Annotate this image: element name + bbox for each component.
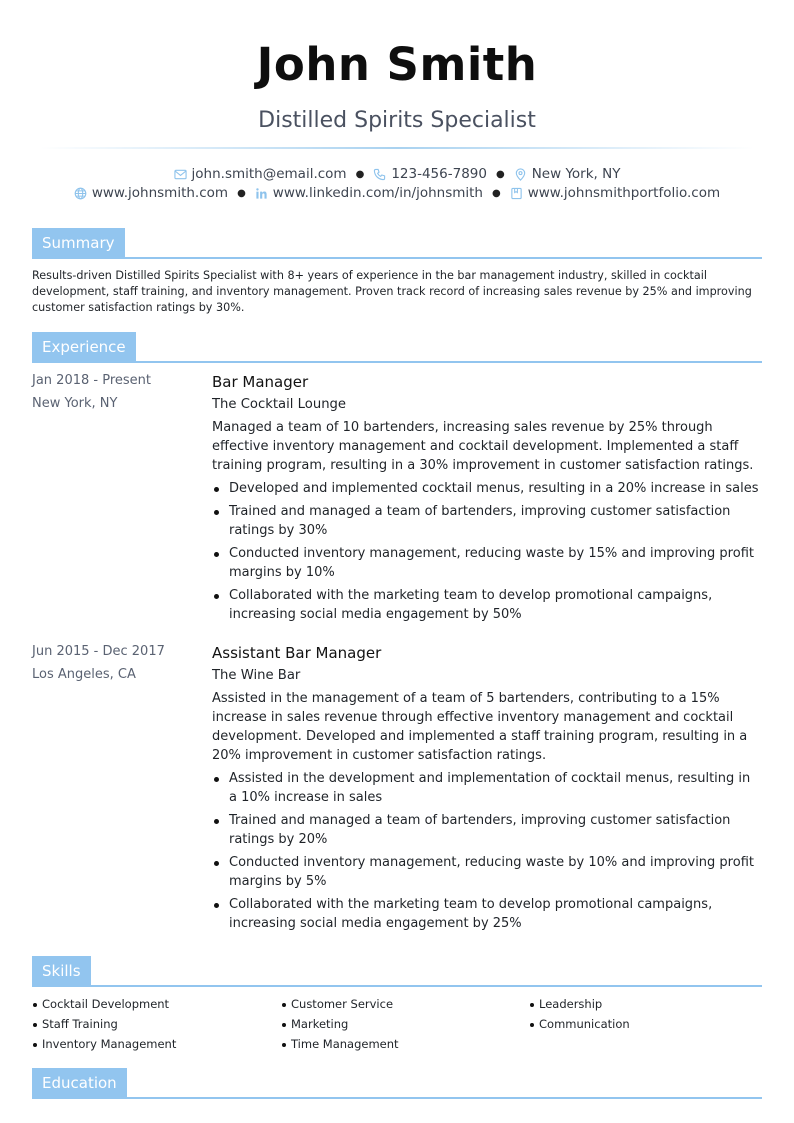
linkedin-text: www.linkedin.com/in/johnsmith bbox=[272, 185, 483, 201]
contact-row-1 bbox=[0, 166, 794, 182]
website-text: www.johnsmith.com bbox=[91, 185, 229, 201]
contact-website[interactable] bbox=[74, 185, 228, 201]
contact-portfolio[interactable] bbox=[510, 185, 720, 201]
separator-dot: ● bbox=[237, 187, 246, 199]
phone-text: 123-456-7890 bbox=[391, 166, 487, 182]
experience-company: The Wine Bar bbox=[212, 668, 301, 683]
section-rule bbox=[32, 361, 762, 363]
experience-dates: Jan 2018 - Present bbox=[32, 373, 151, 388]
globe-icon bbox=[74, 187, 87, 200]
experience-meta bbox=[32, 643, 202, 689]
location-pin-icon bbox=[514, 168, 527, 181]
summary-text: Results-driven Distilled Spirits Specialist with 8+ years of experience in the bar management industry, skilled in cocktail development, staff training, and inventory management. Proven track record of increasing sales revenue by 25% and improving customer satisfaction ratings by 30%. bbox=[32, 269, 752, 314]
list-item: Assisted in the development and implementation of cocktail menus, resulting in a 10% increase in sales bbox=[212, 769, 762, 807]
experience-description: Managed a team of 10 bartenders, increasing sales revenue by 25% through effective inventory management and cocktail development. Implemented a staff training program, resulting in a 30% improvement in customer satisfaction ratings. bbox=[212, 420, 754, 473]
skill-item: Time Management bbox=[281, 1035, 529, 1053]
experience-bullets bbox=[212, 479, 762, 624]
email-text: john.smith@email.com bbox=[191, 166, 347, 182]
experience-role: Assistant Bar Manager bbox=[212, 644, 382, 662]
skill-item: Leadership bbox=[529, 995, 762, 1013]
skill-item: Inventory Management bbox=[32, 1035, 281, 1053]
skill-item: Cocktail Development bbox=[32, 995, 281, 1013]
portfolio-icon bbox=[510, 187, 523, 200]
list-item: Trained and managed a team of bartenders, improving customer satisfaction ratings by 20% bbox=[212, 811, 762, 849]
skill-item: Marketing bbox=[281, 1015, 529, 1033]
skill-item: Staff Training bbox=[32, 1015, 281, 1033]
candidate-name: John Smith bbox=[256, 38, 538, 91]
title-divider bbox=[40, 147, 754, 149]
contact-linkedin[interactable] bbox=[255, 185, 483, 201]
list-item: Conducted inventory management, reducing waste by 10% and improving profit margins by 5% bbox=[212, 853, 762, 891]
section-rule bbox=[32, 257, 762, 259]
experience-details bbox=[212, 643, 762, 937]
section-title-experience: Experience bbox=[32, 332, 136, 362]
portfolio-text: www.johnsmithportfolio.com bbox=[527, 185, 721, 201]
section-header-skills bbox=[32, 956, 762, 987]
contact-location bbox=[514, 166, 621, 182]
section-title-education: Education bbox=[32, 1068, 127, 1098]
section-header-experience bbox=[32, 332, 762, 363]
list-item: Collaborated with the marketing team to develop promotional campaigns, increasing social media engagement by 50% bbox=[212, 586, 762, 624]
experience-bullets bbox=[212, 769, 762, 933]
experience-description: Assisted in the management of a team of 5 bartenders, contributing to a 15% increase in sales revenue through effective inventory management and cocktail development. Developed and implemented a staff training program, resulting in a 20% improvement in customer satisfaction ratings. bbox=[212, 691, 748, 763]
job-title: Distilled Spirits Specialist bbox=[258, 108, 536, 133]
linkedin-icon bbox=[255, 187, 268, 200]
location-text: New York, NY bbox=[531, 166, 621, 182]
separator-dot: ● bbox=[495, 168, 505, 180]
skills-list bbox=[32, 995, 762, 1053]
section-rule bbox=[32, 985, 762, 987]
list-item: Developed and implemented cocktail menus, resulting in a 20% increase in sales bbox=[212, 479, 762, 498]
mail-icon bbox=[174, 168, 187, 181]
experience-details bbox=[212, 372, 762, 628]
section-header-summary bbox=[32, 228, 762, 259]
contact-email[interactable] bbox=[174, 166, 347, 182]
experience-location: Los Angeles, CA bbox=[32, 667, 136, 682]
list-item: Conducted inventory management, reducing waste by 15% and improving profit margins by 10% bbox=[212, 544, 762, 582]
separator-dot: ● bbox=[491, 187, 501, 199]
experience-role: Bar Manager bbox=[212, 373, 309, 391]
section-rule bbox=[32, 1097, 762, 1099]
section-title-summary: Summary bbox=[32, 228, 125, 258]
separator-dot: ● bbox=[355, 168, 365, 180]
section-header-education bbox=[32, 1068, 762, 1099]
list-item: Trained and managed a team of bartenders, improving customer satisfaction ratings by 30% bbox=[212, 502, 762, 540]
contact-phone[interactable] bbox=[373, 166, 487, 182]
section-title-skills: Skills bbox=[32, 956, 91, 986]
phone-icon bbox=[373, 168, 386, 181]
experience-meta bbox=[32, 372, 202, 418]
skill-item: Communication bbox=[529, 1015, 762, 1033]
skill-item: Customer Service bbox=[281, 995, 529, 1013]
experience-company: The Cocktail Lounge bbox=[212, 397, 347, 412]
list-item: Collaborated with the marketing team to develop promotional campaigns, increasing social media engagement by 25% bbox=[212, 895, 762, 933]
experience-dates: Jun 2015 - Dec 2017 bbox=[32, 644, 165, 659]
experience-location: New York, NY bbox=[32, 396, 118, 411]
contact-row-2 bbox=[0, 185, 794, 201]
